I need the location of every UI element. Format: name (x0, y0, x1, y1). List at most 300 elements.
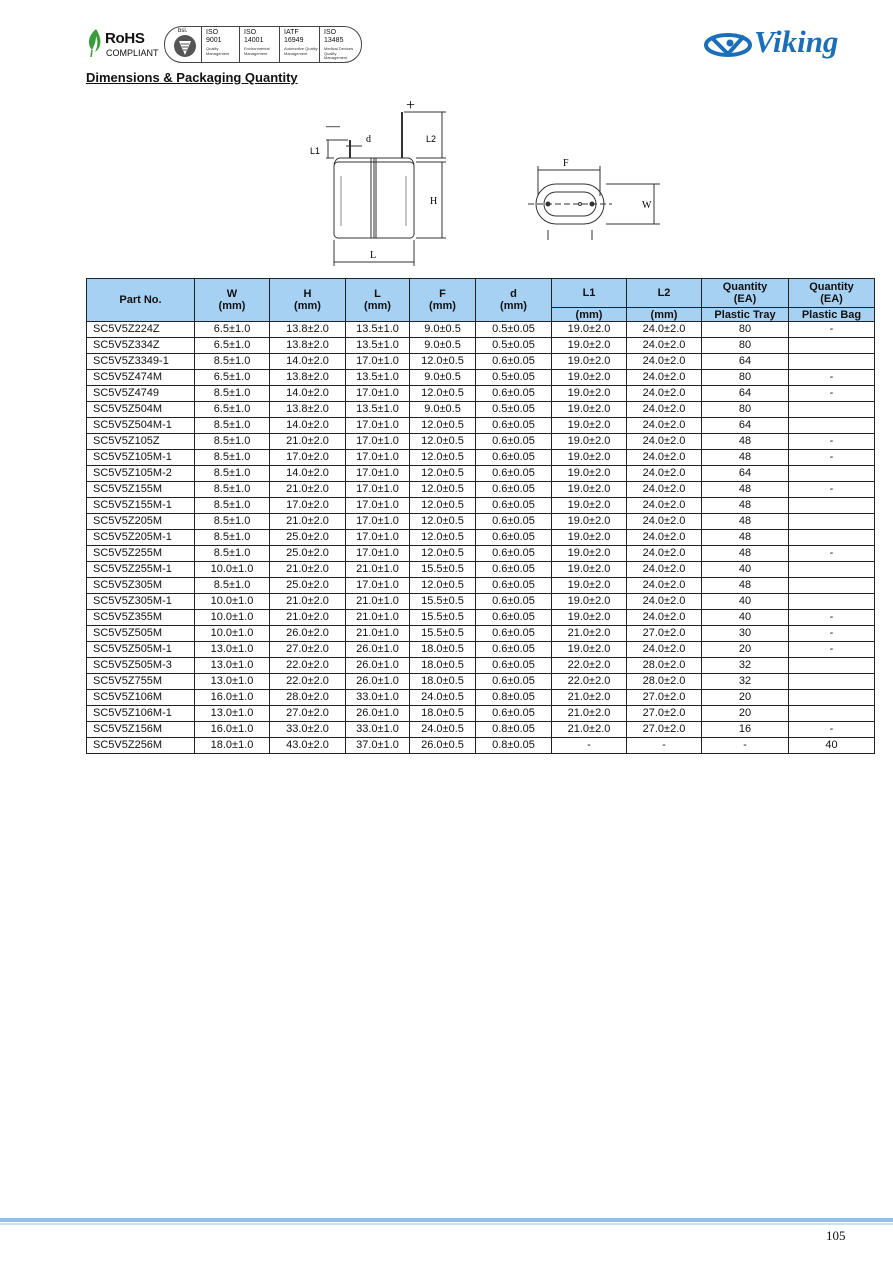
cert-description: Environmental Management (244, 46, 270, 56)
table-cell: 33.0±1.0 (346, 722, 410, 738)
table-cell: 48 (702, 434, 789, 450)
table-cell (789, 594, 875, 610)
table-cell: 0.5±0.05 (476, 370, 552, 386)
part-number-cell: SC5V5Z505M (87, 626, 195, 642)
table-cell: 21.0±2.0 (270, 562, 346, 578)
table-cell: 26.0±2.0 (270, 626, 346, 642)
table-cell: 10.0±1.0 (195, 562, 270, 578)
table-cell: 8.5±1.0 (195, 450, 270, 466)
table-row (87, 642, 875, 658)
w-label: W (642, 200, 652, 211)
table-cell: 21.0±1.0 (346, 594, 410, 610)
table-cell: 13.8±2.0 (270, 338, 346, 354)
bsi-mark (171, 29, 199, 59)
table-cell (789, 578, 875, 594)
table-cell: - (552, 738, 627, 754)
table-cell: 30 (702, 626, 789, 642)
table-cell: - (789, 642, 875, 658)
part-number-cell: SC5V5Z105Z (87, 434, 195, 450)
table-cell: 17.0±1.0 (346, 498, 410, 514)
part-number-cell: SC5V5Z156M (87, 722, 195, 738)
table-cell: 13.0±1.0 (195, 658, 270, 674)
column-header-label: d (510, 288, 517, 300)
table-row (87, 578, 875, 594)
table-cell (789, 498, 875, 514)
table-cell (789, 658, 875, 674)
column-header-l (346, 279, 410, 322)
table-cell: 24.0±2.0 (627, 610, 702, 626)
table-cell: 22.0±2.0 (270, 658, 346, 674)
table-cell (789, 514, 875, 530)
table-cell: 13.8±2.0 (270, 322, 346, 338)
table-cell: 24.0±2.0 (627, 434, 702, 450)
table-cell: 21.0±2.0 (552, 690, 627, 706)
table-cell (789, 562, 875, 578)
table-cell: 48 (702, 450, 789, 466)
rohs-title: RoHS (105, 30, 145, 47)
table-cell: 0.6±0.05 (476, 466, 552, 482)
table-cell: 26.0±1.0 (346, 658, 410, 674)
table-cell: 24.0±2.0 (627, 594, 702, 610)
table-cell: 13.5±1.0 (346, 338, 410, 354)
rohs-subtitle: COMPLIANT (106, 48, 159, 58)
h-label: H (430, 196, 438, 207)
table-cell: 12.0±0.5 (410, 546, 476, 562)
table-cell: 40 (702, 610, 789, 626)
part-number-cell: SC5V5Z4749 (87, 386, 195, 402)
table-cell (789, 706, 875, 722)
table-cell: 12.0±0.5 (410, 578, 476, 594)
table-cell (789, 354, 875, 370)
table-cell: 17.0±1.0 (346, 354, 410, 370)
table-cell: 19.0±2.0 (552, 370, 627, 386)
table-cell: 27.0±2.0 (627, 626, 702, 642)
table-cell: 6.5±1.0 (195, 322, 270, 338)
table-cell: 14.0±2.0 (270, 418, 346, 434)
table-cell: 26.0±1.0 (346, 674, 410, 690)
table-cell: 19.0±2.0 (552, 338, 627, 354)
table-row (87, 338, 875, 354)
table-cell: 12.0±0.5 (410, 386, 476, 402)
table-row (87, 354, 875, 370)
table-cell: 33.0±1.0 (346, 690, 410, 706)
table-cell: 22.0±2.0 (270, 674, 346, 690)
table-cell: 0.6±0.05 (476, 578, 552, 594)
table-cell: 26.0±1.0 (346, 706, 410, 722)
table-cell: 24.0±2.0 (627, 450, 702, 466)
table-cell: - (702, 738, 789, 754)
table-cell: 0.6±0.05 (476, 514, 552, 530)
table-cell: 24.0±2.0 (627, 322, 702, 338)
table-cell: 20 (702, 706, 789, 722)
table-cell: 27.0±2.0 (270, 642, 346, 658)
l1-label: L1 (310, 146, 321, 156)
table-cell: 43.0±2.0 (270, 738, 346, 754)
footer-rule (0, 1218, 893, 1222)
table-cell: - (789, 546, 875, 562)
table-cell: 17.0±1.0 (346, 546, 410, 562)
cert-description: Automotive Quality Management (284, 46, 318, 56)
table-cell: 0.6±0.05 (476, 450, 552, 466)
column-header-label: W (226, 288, 238, 300)
table-cell (789, 530, 875, 546)
column-header-unit: (mm) (364, 300, 391, 312)
table-cell: 19.0±2.0 (552, 514, 627, 530)
table-cell: 6.5±1.0 (195, 402, 270, 418)
cert-number: ISO 13485 (324, 29, 344, 44)
table-cell: 0.6±0.05 (476, 530, 552, 546)
table-cell: 18.0±0.5 (410, 658, 476, 674)
table-cell: 0.8±0.05 (476, 738, 552, 754)
l2-label: L2 (426, 134, 437, 144)
table-cell: 19.0±2.0 (552, 546, 627, 562)
part-number-cell: SC5V5Z505M-1 (87, 642, 195, 658)
table-cell: 33.0±2.0 (270, 722, 346, 738)
table-cell: 28.0±2.0 (627, 674, 702, 690)
table-cell: 40 (702, 562, 789, 578)
table-cell: 25.0±2.0 (270, 578, 346, 594)
table-cell: - (789, 722, 875, 738)
table-cell: 0.5±0.05 (476, 402, 552, 418)
table-cell: 27.0±2.0 (270, 706, 346, 722)
cert-description: Quality Management (206, 46, 230, 56)
column-header-l1: L1 (552, 279, 627, 308)
table-cell: 13.5±1.0 (346, 370, 410, 386)
part-number-cell: SC5V5Z205M (87, 514, 195, 530)
column-header-d (476, 279, 552, 322)
bsi-label: bsi. (178, 28, 188, 34)
table-cell: 8.5±1.0 (195, 418, 270, 434)
table-cell: 24.0±2.0 (627, 338, 702, 354)
part-number-cell: SC5V5Z106M-1 (87, 706, 195, 722)
table-cell: 17.0±2.0 (270, 498, 346, 514)
column-unit-l2: (mm) (627, 308, 702, 322)
table-cell: 48 (702, 530, 789, 546)
column-unit-plastic-bag: Plastic Bag (789, 308, 875, 322)
table-cell: 24.0±2.0 (627, 466, 702, 482)
table-cell: 21.0±1.0 (346, 626, 410, 642)
table-cell: 13.5±1.0 (346, 402, 410, 418)
table-cell: 0.6±0.05 (476, 386, 552, 402)
table-cell: - (789, 626, 875, 642)
table-cell: 10.0±1.0 (195, 594, 270, 610)
column-unit-plastic-tray: Plastic Tray (702, 308, 789, 322)
table-cell: 0.6±0.05 (476, 562, 552, 578)
table-cell: 19.0±2.0 (552, 418, 627, 434)
table-cell: 0.6±0.05 (476, 546, 552, 562)
part-number-cell: SC5V5Z224Z (87, 322, 195, 338)
table-cell: 13.0±1.0 (195, 674, 270, 690)
l-label: L (370, 250, 377, 261)
table-cell: 40 (702, 594, 789, 610)
column-header-h (270, 279, 346, 322)
table-cell: 9.0±0.5 (410, 402, 476, 418)
table-cell: 8.5±1.0 (195, 530, 270, 546)
table-cell: 17.0±1.0 (346, 418, 410, 434)
table-cell: 19.0±2.0 (552, 434, 627, 450)
part-number-cell: SC5V5Z106M (87, 690, 195, 706)
table-cell: 14.0±2.0 (270, 354, 346, 370)
table-cell: 0.5±0.05 (476, 322, 552, 338)
column-header-quantity-tray: Quantity (EA) (702, 279, 789, 308)
dimensions-packaging-table (86, 278, 875, 754)
table-cell: 0.6±0.05 (476, 626, 552, 642)
table-cell: 21.0±1.0 (346, 562, 410, 578)
table-cell: 13.8±2.0 (270, 370, 346, 386)
table-cell: 27.0±2.0 (627, 690, 702, 706)
part-number-cell: SC5V5Z105M-1 (87, 450, 195, 466)
table-cell: 48 (702, 482, 789, 498)
table-cell: 27.0±2.0 (627, 722, 702, 738)
part-number-cell: SC5V5Z3349-1 (87, 354, 195, 370)
cert-iso-9001 (201, 27, 240, 62)
table-cell: 24.0±2.0 (627, 530, 702, 546)
column-header-l2: L2 (627, 279, 702, 308)
table-cell: 10.0±1.0 (195, 610, 270, 626)
table-cell: 8.5±1.0 (195, 466, 270, 482)
table-cell: 24.0±0.5 (410, 722, 476, 738)
table-cell: 24.0±2.0 (627, 386, 702, 402)
table-cell: 12.0±0.5 (410, 450, 476, 466)
table-cell (789, 402, 875, 418)
column-header-unit: (mm) (500, 300, 527, 312)
table-cell: 24.0±2.0 (627, 418, 702, 434)
table-cell: 15.5±0.5 (410, 562, 476, 578)
table-cell: 21.0±2.0 (552, 626, 627, 642)
table-cell: 17.0±1.0 (346, 466, 410, 482)
table-row (87, 546, 875, 562)
table-cell: 48 (702, 498, 789, 514)
table-cell: 12.0±0.5 (410, 466, 476, 482)
table-cell: 0.6±0.05 (476, 434, 552, 450)
table-cell: 21.0±2.0 (270, 610, 346, 626)
table-cell: 19.0±2.0 (552, 402, 627, 418)
capacitor-top-view (528, 166, 660, 240)
table-cell: 48 (702, 514, 789, 530)
table-cell: 0.6±0.05 (476, 674, 552, 690)
part-number-cell: SC5V5Z504M (87, 402, 195, 418)
part-number-cell: SC5V5Z255M-1 (87, 562, 195, 578)
table-row (87, 722, 875, 738)
table-cell: 19.0±2.0 (552, 450, 627, 466)
table-cell: 24.0±2.0 (627, 482, 702, 498)
table-cell: 24.0±0.5 (410, 690, 476, 706)
table-cell: 18.0±0.5 (410, 674, 476, 690)
table-cell: 19.0±2.0 (552, 498, 627, 514)
table-cell: 8.5±1.0 (195, 514, 270, 530)
table-row (87, 434, 875, 450)
part-number-cell: SC5V5Z155M (87, 482, 195, 498)
table-row (87, 402, 875, 418)
d-label: d (366, 134, 371, 145)
table-cell: 8.5±1.0 (195, 482, 270, 498)
table-cell: 16.0±1.0 (195, 690, 270, 706)
part-number-cell: SC5V5Z256M (87, 738, 195, 754)
table-cell: 9.0±0.5 (410, 370, 476, 386)
table-cell: 26.0±0.5 (410, 738, 476, 754)
table-cell: 12.0±0.5 (410, 530, 476, 546)
column-header-unit: (mm) (429, 300, 456, 312)
table-cell (789, 690, 875, 706)
table-cell: 48 (702, 578, 789, 594)
viking-logo-text: Viking (754, 24, 839, 59)
table-cell: 40 (789, 738, 875, 754)
table-cell: 0.6±0.05 (476, 658, 552, 674)
cert-iso-14001 (239, 27, 280, 62)
table-body (87, 322, 875, 754)
table-cell: 17.0±1.0 (346, 386, 410, 402)
certification-strip (164, 26, 362, 63)
table-cell: 8.5±1.0 (195, 434, 270, 450)
table-cell: 19.0±2.0 (552, 594, 627, 610)
table-cell: - (789, 322, 875, 338)
table-row (87, 466, 875, 482)
table-cell: 8.5±1.0 (195, 354, 270, 370)
table-cell: - (789, 450, 875, 466)
column-header-label: F (439, 288, 446, 300)
table-cell: 24.0±2.0 (627, 578, 702, 594)
table-cell: 32 (702, 674, 789, 690)
table-cell: - (627, 738, 702, 754)
table-cell: 25.0±2.0 (270, 546, 346, 562)
table-cell (789, 338, 875, 354)
table-cell: 17.0±1.0 (346, 514, 410, 530)
table-cell: 16 (702, 722, 789, 738)
table-cell: 64 (702, 354, 789, 370)
table-row (87, 386, 875, 402)
table-cell: - (789, 434, 875, 450)
table-cell: 15.5±0.5 (410, 626, 476, 642)
table-cell: 80 (702, 338, 789, 354)
table-cell: 0.6±0.05 (476, 418, 552, 434)
table-row (87, 498, 875, 514)
table-cell: 13.8±2.0 (270, 402, 346, 418)
column-header-unit: (mm) (294, 300, 321, 312)
table-cell: 22.0±2.0 (552, 674, 627, 690)
table-row (87, 690, 875, 706)
table-cell: 21.0±1.0 (346, 610, 410, 626)
table-cell: 21.0±2.0 (270, 514, 346, 530)
cert-number: ISO 9001 (206, 29, 222, 44)
cert-iso-13485 (319, 27, 362, 62)
table-row (87, 370, 875, 386)
part-number-cell: SC5V5Z755M (87, 674, 195, 690)
table-cell: 19.0±2.0 (552, 578, 627, 594)
table-row (87, 530, 875, 546)
part-number-cell: SC5V5Z105M-2 (87, 466, 195, 482)
table-cell: 19.0±2.0 (552, 466, 627, 482)
table-cell: 21.0±2.0 (552, 706, 627, 722)
table-cell: 17.0±1.0 (346, 434, 410, 450)
table-row (87, 626, 875, 642)
table-cell: 19.0±2.0 (552, 642, 627, 658)
table-cell: 19.0±2.0 (552, 386, 627, 402)
f-label: F (563, 158, 569, 169)
table-cell: 12.0±0.5 (410, 434, 476, 450)
table-cell: 24.0±2.0 (627, 514, 702, 530)
table-cell: 0.6±0.05 (476, 706, 552, 722)
table-cell (789, 418, 875, 434)
table-cell: 0.5±0.05 (476, 338, 552, 354)
table-cell: 21.0±2.0 (270, 594, 346, 610)
table-cell: 12.0±0.5 (410, 354, 476, 370)
table-cell: 25.0±2.0 (270, 530, 346, 546)
table-cell: 18.0±0.5 (410, 706, 476, 722)
table-cell: 24.0±2.0 (627, 562, 702, 578)
table-cell: 9.0±0.5 (410, 338, 476, 354)
table-cell: 80 (702, 322, 789, 338)
table-cell: 17.0±2.0 (270, 450, 346, 466)
table-cell: - (789, 370, 875, 386)
table-cell: 24.0±2.0 (627, 354, 702, 370)
section-title: Dimensions & Packaging Quantity (86, 70, 298, 85)
part-number-cell: SC5V5Z355M (87, 610, 195, 626)
column-header-part-no: Part No. (87, 279, 195, 322)
table-cell: 20 (702, 642, 789, 658)
table-cell: 13.0±1.0 (195, 706, 270, 722)
table-cell: 17.0±1.0 (346, 482, 410, 498)
column-unit-l1: (mm) (552, 308, 627, 322)
table-cell: 24.0±2.0 (627, 370, 702, 386)
rohs-compliant-badge (86, 26, 158, 62)
column-header-w (195, 279, 270, 322)
table-row (87, 322, 875, 338)
part-number-cell: SC5V5Z305M (87, 578, 195, 594)
part-number-cell: SC5V5Z255M (87, 546, 195, 562)
table-cell: 0.8±0.05 (476, 722, 552, 738)
table-cell: 24.0±2.0 (627, 642, 702, 658)
table-cell: 20 (702, 690, 789, 706)
table-cell (789, 674, 875, 690)
table-cell: 6.5±1.0 (195, 338, 270, 354)
table-cell: 0.6±0.05 (476, 354, 552, 370)
table-cell: 19.0±2.0 (552, 322, 627, 338)
table-cell: 0.6±0.05 (476, 482, 552, 498)
table-cell: 28.0±2.0 (627, 658, 702, 674)
cert-number: IATF 16949 (284, 29, 304, 44)
part-number-cell: SC5V5Z305M-1 (87, 594, 195, 610)
table-cell (789, 466, 875, 482)
part-number-cell: SC5V5Z474M (87, 370, 195, 386)
column-header-label: H (303, 288, 312, 300)
part-number-cell: SC5V5Z205M-1 (87, 530, 195, 546)
table-cell: 12.0±0.5 (410, 514, 476, 530)
table-cell: 19.0±2.0 (552, 530, 627, 546)
table-row (87, 594, 875, 610)
part-number-cell: SC5V5Z155M-1 (87, 498, 195, 514)
table-cell: 18.0±1.0 (195, 738, 270, 754)
table-cell: 37.0±1.0 (346, 738, 410, 754)
cert-number: ISO 14001 (244, 29, 264, 44)
table-cell: 12.0±0.5 (410, 498, 476, 514)
table-cell: 27.0±2.0 (627, 706, 702, 722)
table-cell: 19.0±2.0 (552, 482, 627, 498)
table-cell: 64 (702, 466, 789, 482)
table-cell: 8.5±1.0 (195, 498, 270, 514)
table-cell: 28.0±2.0 (270, 690, 346, 706)
table-row (87, 562, 875, 578)
table-row (87, 674, 875, 690)
table-cell: 80 (702, 402, 789, 418)
table-cell: 9.0±0.5 (410, 322, 476, 338)
table-cell: 8.5±1.0 (195, 386, 270, 402)
column-header-f (410, 279, 476, 322)
table-cell: 0.6±0.05 (476, 498, 552, 514)
table-cell: 8.5±1.0 (195, 578, 270, 594)
table-cell: 21.0±2.0 (270, 482, 346, 498)
part-number-cell: SC5V5Z334Z (87, 338, 195, 354)
column-header-label: L (374, 288, 381, 300)
